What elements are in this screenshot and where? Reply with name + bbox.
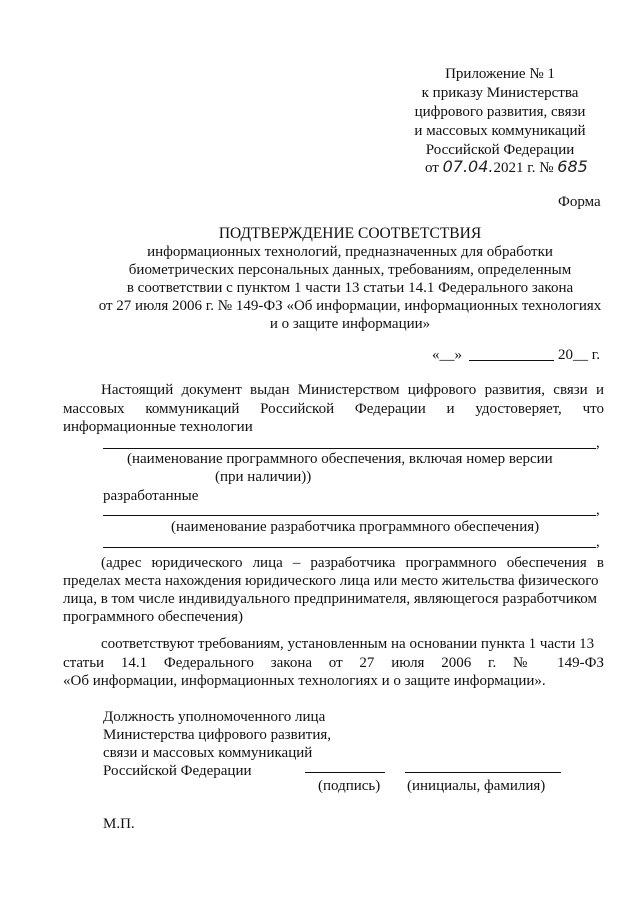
address-hint-3: лица, в том числе индивидуального предпринимателя, являющегося разработчиком bbox=[63, 591, 597, 607]
p2-line2: статьи 14.1 Федерального закона от 27 июля 2006 г. № 149-ФЗ bbox=[63, 655, 604, 671]
address-hint-1: (адрес юридического лица – разработчика программного обеспечения в bbox=[101, 555, 604, 571]
developer-name-blank bbox=[103, 515, 596, 516]
appendix-line2: к приказу Министерства bbox=[421, 85, 579, 101]
comma-1: , bbox=[596, 435, 600, 451]
comma-3: , bbox=[596, 534, 600, 550]
appendix-line1: Приложение № 1 bbox=[445, 66, 555, 82]
signature-blank bbox=[305, 772, 385, 773]
p1-line1: Настоящий документ выдан Министерством цифрового развития, связи и bbox=[101, 382, 604, 398]
appendix-line5: Российской Федерации bbox=[425, 142, 575, 158]
hint-software-1: (наименование программного обеспечения, включая номер версии bbox=[127, 451, 553, 467]
signer-position-4: Российской Федерации bbox=[103, 763, 252, 779]
name-label: (инициалы, фамилия) bbox=[407, 778, 546, 794]
stamp-place: М.П. bbox=[103, 816, 135, 832]
title-sub5: и о защите информации» bbox=[269, 316, 431, 332]
developed-label: разработанные bbox=[103, 488, 199, 504]
appendix-line3: цифрового развития, связи bbox=[414, 104, 586, 120]
comma-2: , bbox=[596, 502, 600, 518]
signer-position-2: Министерства цифрового развития, bbox=[103, 727, 332, 743]
name-blank bbox=[405, 772, 561, 773]
address-hint-2: пределах места нахождения юридического лица или место жительства физического bbox=[63, 573, 599, 589]
p2-line1: соответствуют требованиям, установленным на основании пункта 1 части 13 bbox=[101, 636, 595, 652]
form-label: Форма bbox=[558, 194, 601, 210]
title-sub1: информационных технологий, предназначенных для обработки bbox=[147, 244, 553, 260]
title-sub3: в соответствии с пунктом 1 части 13 статьи 14.1 Федерального закона bbox=[126, 280, 574, 296]
p2-line3: «Об информации, информационных технологиях и о защите информации». bbox=[63, 673, 546, 689]
p1-line2: массовых коммуникаций Российской Федерации и удостоверяет, что bbox=[63, 401, 604, 417]
signer-position-1: Должность уполномоченного лица bbox=[103, 709, 326, 725]
signature-label: (подпись) bbox=[318, 778, 381, 794]
signer-position-3: связи и массовых коммуникаций bbox=[103, 745, 313, 761]
hint-software-2: (при наличии)) bbox=[215, 469, 312, 485]
date-month-blank bbox=[469, 360, 554, 361]
appendix-line4: и массовых коммуникаций bbox=[414, 123, 586, 139]
date-prefix: от bbox=[425, 160, 439, 176]
software-name-blank bbox=[103, 448, 596, 449]
appendix-date bbox=[425, 158, 588, 177]
hint-developer: (наименование разработчика программного обеспечения) bbox=[171, 519, 540, 535]
handwritten-number: 685 bbox=[557, 157, 588, 176]
date-day: «__» bbox=[432, 347, 462, 363]
handwritten-date: 07.04. bbox=[442, 157, 494, 176]
title-sub4: от 27 июля 2006 г. № 149-ФЗ «Об информации, информационных технологиях bbox=[98, 298, 602, 314]
date-suffix: 2021 г. № bbox=[493, 160, 554, 176]
title-sub2: биометрических персональных данных, требованиям, определенным bbox=[128, 262, 572, 278]
p1-line3: информационные технологии bbox=[63, 419, 253, 435]
address-blank bbox=[103, 547, 596, 548]
address-hint-4: программного обеспечения) bbox=[63, 609, 243, 625]
document-title: ПОДТВЕРЖДЕНИЕ СООТВЕТСТВИЯ bbox=[218, 225, 482, 242]
date-year: 20__ г. bbox=[558, 347, 600, 363]
